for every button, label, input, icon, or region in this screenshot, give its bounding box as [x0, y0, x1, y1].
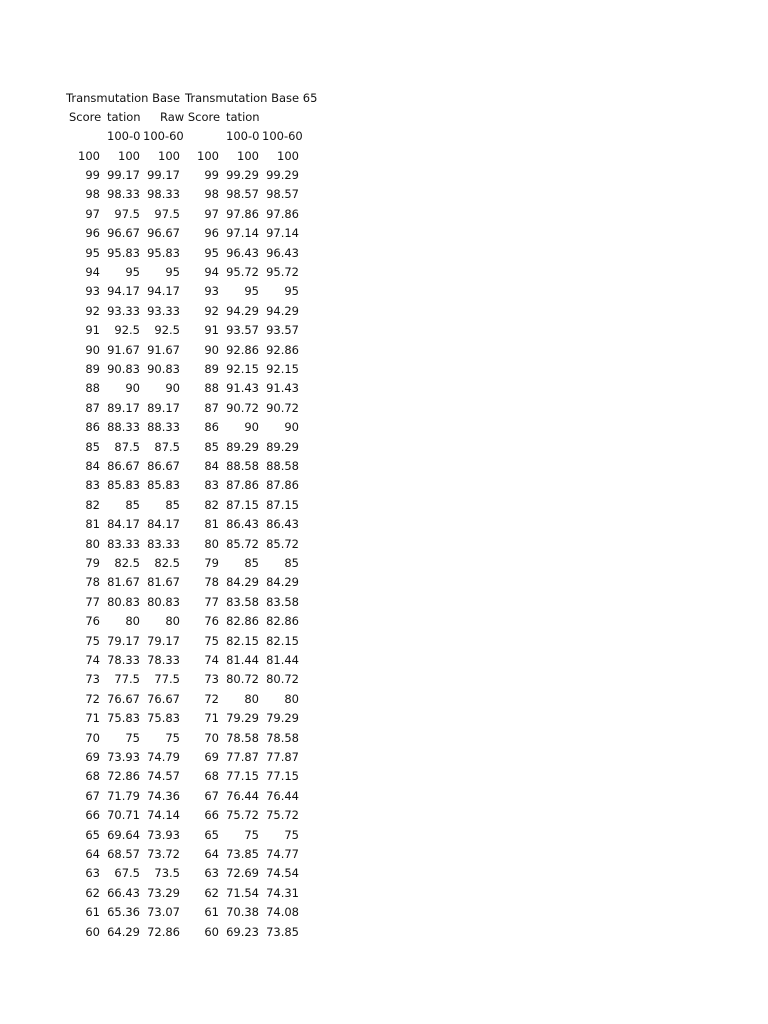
- base65-100-0-cell: 72.69: [226, 866, 259, 881]
- raw-score-b65-cell: 80: [204, 536, 219, 551]
- base65-100-60-cell: 96.43: [266, 245, 299, 260]
- base-100-0-cell: 82.5: [114, 555, 140, 570]
- base-100-0-cell: 86.67: [107, 458, 140, 473]
- base65-100-60-cell: 99.29: [266, 167, 299, 182]
- base-100-60-cell: 98.33: [147, 187, 180, 202]
- base65-100-60-cell: 74.77: [266, 846, 299, 861]
- raw-score-cell: 99: [85, 167, 100, 182]
- base-100-0-cell: 90: [125, 381, 140, 396]
- raw-score-cell: 89: [85, 361, 100, 376]
- base-100-0-cell: 89.17: [107, 400, 140, 415]
- base65-100-60-cell: 92.15: [266, 361, 299, 376]
- raw-score-cell: 94: [85, 264, 100, 279]
- raw-score-cell: 63: [85, 866, 100, 881]
- raw-score-b65-cell: 97: [204, 206, 219, 221]
- base-100-60-cell: 93.33: [147, 303, 180, 318]
- base65-100-0-cell: 90.72: [226, 400, 259, 415]
- base65-100-60-cell: 91.43: [266, 381, 299, 396]
- raw-score-b65-cell: 98: [204, 187, 219, 202]
- raw-score-b65-cell: 84: [204, 458, 219, 473]
- raw-score-cell: 64: [85, 846, 100, 861]
- base65-100-60-cell: 74.54: [266, 866, 299, 881]
- raw-score-cell: 97: [85, 206, 100, 221]
- raw-score-cell: 86: [85, 420, 100, 435]
- header-range-3: 100-0: [226, 129, 260, 143]
- header-range-4: 100-60: [262, 129, 303, 143]
- base65-100-60-cell: 97.14: [266, 226, 299, 241]
- base-100-60-cell: 84.17: [147, 517, 180, 532]
- raw-score-b65-cell: 61: [204, 905, 219, 920]
- raw-score-cell: 95: [85, 245, 100, 260]
- base-100-0-cell: 94.17: [107, 284, 140, 299]
- base-100-0-cell: 77.5: [114, 672, 140, 687]
- raw-score-cell: 61: [85, 905, 100, 920]
- base65-100-60-cell: 100: [277, 148, 299, 163]
- base-100-60-cell: 76.67: [147, 691, 180, 706]
- base65-100-0-cell: 82.15: [226, 633, 259, 648]
- base65-100-0-cell: 88.58: [226, 458, 259, 473]
- base65-100-0-cell: 84.29: [226, 575, 259, 590]
- base65-100-60-cell: 80.72: [266, 672, 299, 687]
- header-raw-score-label: Raw Score: [160, 110, 221, 124]
- base-100-0-cell: 85: [125, 497, 140, 512]
- base-100-0-cell: 70.71: [107, 808, 140, 823]
- base-100-60-cell: 100: [158, 148, 180, 163]
- base65-100-60-cell: 95.72: [266, 264, 299, 279]
- raw-score-cell: 83: [85, 478, 100, 493]
- raw-score-cell: 71: [85, 711, 100, 726]
- raw-score-b65-cell: 85: [204, 439, 219, 454]
- base65-100-60-cell: 82.15: [266, 633, 299, 648]
- header-tation-label-right: tation: [226, 110, 260, 124]
- raw-score-b65-cell: 95: [204, 245, 219, 260]
- raw-score-b65-cell: 81: [204, 517, 219, 532]
- base65-100-0-cell: 90: [244, 420, 259, 435]
- base65-100-0-cell: 80: [244, 691, 259, 706]
- base65-100-60-cell: 74.08: [266, 905, 299, 920]
- raw-score-cell: 77: [85, 594, 100, 609]
- base-100-60-cell: 81.67: [147, 575, 180, 590]
- raw-score-b65-cell: 88: [204, 381, 219, 396]
- base65-100-0-cell: 75: [244, 827, 259, 842]
- base-100-60-cell: 87.5: [154, 439, 180, 454]
- base-100-60-cell: 90: [165, 381, 180, 396]
- base65-100-60-cell: 89.29: [266, 439, 299, 454]
- base65-100-0-cell: 71.54: [226, 885, 259, 900]
- base65-100-0-cell: 87.15: [226, 497, 259, 512]
- base-100-0-cell: 64.29: [107, 924, 140, 939]
- raw-score-cell: 67: [85, 788, 100, 803]
- base65-100-0-cell: 89.29: [226, 439, 259, 454]
- raw-score-b65-cell: 96: [204, 226, 219, 241]
- base-100-60-cell: 73.93: [147, 827, 180, 842]
- raw-score-b65-cell: 74: [204, 652, 219, 667]
- base65-100-0-cell: 85.72: [226, 536, 259, 551]
- base65-100-60-cell: 98.57: [266, 187, 299, 202]
- base-100-0-cell: 100: [118, 148, 140, 163]
- base65-100-0-cell: 96.43: [226, 245, 259, 260]
- raw-score-b65-cell: 92: [204, 303, 219, 318]
- raw-score-b65-cell: 91: [204, 323, 219, 338]
- base-100-60-cell: 74.79: [147, 749, 180, 764]
- base-100-60-cell: 83.33: [147, 536, 180, 551]
- raw-score-cell: 69: [85, 749, 100, 764]
- base65-100-60-cell: 94.29: [266, 303, 299, 318]
- raw-score-b65-cell: 82: [204, 497, 219, 512]
- base-100-0-cell: 83.33: [107, 536, 140, 551]
- base65-100-60-cell: 92.86: [266, 342, 299, 357]
- raw-score-cell: 87: [85, 400, 100, 415]
- base-100-0-cell: 72.86: [107, 769, 140, 784]
- base65-100-0-cell: 70.38: [226, 905, 259, 920]
- base65-100-60-cell: 93.57: [266, 323, 299, 338]
- raw-score-cell: 62: [85, 885, 100, 900]
- raw-score-cell: 60: [85, 924, 100, 939]
- raw-score-b65-cell: 66: [204, 808, 219, 823]
- base65-100-60-cell: 85.72: [266, 536, 299, 551]
- base65-100-60-cell: 80: [284, 691, 299, 706]
- base-100-0-cell: 87.5: [114, 439, 140, 454]
- raw-score-cell: 75: [85, 633, 100, 648]
- raw-score-b65-cell: 73: [204, 672, 219, 687]
- base65-100-0-cell: 77.87: [226, 749, 259, 764]
- raw-score-cell: 96: [85, 226, 100, 241]
- base-100-60-cell: 73.72: [147, 846, 180, 861]
- base65-100-60-cell: 73.85: [266, 924, 299, 939]
- base65-100-0-cell: 86.43: [226, 517, 259, 532]
- base65-100-0-cell: 85: [244, 555, 259, 570]
- raw-score-cell: 66: [85, 808, 100, 823]
- base-100-60-cell: 89.17: [147, 400, 180, 415]
- raw-score-b65-cell: 100: [197, 148, 219, 163]
- raw-score-b65-cell: 86: [204, 420, 219, 435]
- header-title-right: Transmutation Base 65: [185, 91, 318, 105]
- base-100-0-cell: 65.36: [107, 905, 140, 920]
- base-100-0-cell: 73.93: [107, 749, 140, 764]
- base65-100-60-cell: 85: [284, 555, 299, 570]
- raw-score-cell: 100: [78, 148, 100, 163]
- base65-100-0-cell: 76.44: [226, 788, 259, 803]
- raw-score-cell: 80: [85, 536, 100, 551]
- base65-100-60-cell: 90.72: [266, 400, 299, 415]
- header-range-2: 100-60: [143, 129, 184, 143]
- raw-score-b65-cell: 79: [204, 555, 219, 570]
- raw-score-cell: 81: [85, 517, 100, 532]
- base-100-60-cell: 95: [165, 264, 180, 279]
- base65-100-60-cell: 75: [284, 827, 299, 842]
- base65-100-60-cell: 95: [284, 284, 299, 299]
- raw-score-cell: 84: [85, 458, 100, 473]
- base65-100-0-cell: 79.29: [226, 711, 259, 726]
- base65-100-60-cell: 79.29: [266, 711, 299, 726]
- raw-score-cell: 68: [85, 769, 100, 784]
- base65-100-60-cell: 78.58: [266, 730, 299, 745]
- base65-100-0-cell: 94.29: [226, 303, 259, 318]
- raw-score-b65-cell: 64: [204, 846, 219, 861]
- base65-100-0-cell: 100: [237, 148, 259, 163]
- base-100-0-cell: 69.64: [107, 827, 140, 842]
- base-100-0-cell: 92.5: [114, 323, 140, 338]
- base-100-60-cell: 75: [165, 730, 180, 745]
- base-100-60-cell: 90.83: [147, 361, 180, 376]
- base65-100-0-cell: 73.85: [226, 846, 259, 861]
- raw-score-b65-cell: 83: [204, 478, 219, 493]
- base65-100-60-cell: 97.86: [266, 206, 299, 221]
- raw-score-b65-cell: 68: [204, 769, 219, 784]
- raw-score-cell: 90: [85, 342, 100, 357]
- base-100-60-cell: 91.67: [147, 342, 180, 357]
- base-100-60-cell: 80.83: [147, 594, 180, 609]
- base65-100-0-cell: 98.57: [226, 187, 259, 202]
- base-100-60-cell: 96.67: [147, 226, 180, 241]
- base65-100-60-cell: 77.87: [266, 749, 299, 764]
- base65-100-60-cell: 83.58: [266, 594, 299, 609]
- base-100-60-cell: 86.67: [147, 458, 180, 473]
- raw-score-b65-cell: 76: [204, 614, 219, 629]
- base65-100-60-cell: 74.31: [266, 885, 299, 900]
- base-100-0-cell: 97.5: [114, 206, 140, 221]
- base65-100-60-cell: 90: [284, 420, 299, 435]
- raw-score-cell: 74: [85, 652, 100, 667]
- base65-100-0-cell: 92.86: [226, 342, 259, 357]
- base65-100-0-cell: 93.57: [226, 323, 259, 338]
- base-100-60-cell: 80: [165, 614, 180, 629]
- raw-score-b65-cell: 62: [204, 885, 219, 900]
- base65-100-0-cell: 82.86: [226, 614, 259, 629]
- raw-score-b65-cell: 99: [204, 167, 219, 182]
- base-100-60-cell: 74.57: [147, 769, 180, 784]
- raw-score-b65-cell: 69: [204, 749, 219, 764]
- base65-100-0-cell: 95: [244, 284, 259, 299]
- base65-100-0-cell: 99.29: [226, 167, 259, 182]
- base-100-60-cell: 73.5: [154, 866, 180, 881]
- base-100-0-cell: 81.67: [107, 575, 140, 590]
- raw-score-b65-cell: 90: [204, 342, 219, 357]
- raw-score-cell: 73: [85, 672, 100, 687]
- base65-100-0-cell: 80.72: [226, 672, 259, 687]
- raw-score-b65-cell: 75: [204, 633, 219, 648]
- base-100-60-cell: 74.14: [147, 808, 180, 823]
- base-100-60-cell: 97.5: [154, 206, 180, 221]
- base-100-0-cell: 88.33: [107, 420, 140, 435]
- raw-score-b65-cell: 67: [204, 788, 219, 803]
- base65-100-60-cell: 82.86: [266, 614, 299, 629]
- raw-score-cell: 76: [85, 614, 100, 629]
- base-100-60-cell: 75.83: [147, 711, 180, 726]
- base-100-0-cell: 78.33: [107, 652, 140, 667]
- raw-score-b65-cell: 63: [204, 866, 219, 881]
- base65-100-0-cell: 91.43: [226, 381, 259, 396]
- base65-100-0-cell: 69.23: [226, 924, 259, 939]
- raw-score-b65-cell: 71: [204, 711, 219, 726]
- base-100-0-cell: 75: [125, 730, 140, 745]
- raw-score-b65-cell: 65: [204, 827, 219, 842]
- raw-score-cell: 98: [85, 187, 100, 202]
- base-100-60-cell: 94.17: [147, 284, 180, 299]
- base-100-0-cell: 90.83: [107, 361, 140, 376]
- raw-score-b65-cell: 60: [204, 924, 219, 939]
- base65-100-60-cell: 76.44: [266, 788, 299, 803]
- base65-100-0-cell: 83.58: [226, 594, 259, 609]
- base-100-60-cell: 88.33: [147, 420, 180, 435]
- raw-score-b65-cell: 77: [204, 594, 219, 609]
- base-100-0-cell: 67.5: [114, 866, 140, 881]
- base65-100-0-cell: 97.86: [226, 206, 259, 221]
- base-100-0-cell: 96.67: [107, 226, 140, 241]
- base65-100-60-cell: 75.72: [266, 808, 299, 823]
- base-100-0-cell: 85.83: [107, 478, 140, 493]
- base65-100-0-cell: 77.15: [226, 769, 259, 784]
- base-100-60-cell: 73.29: [147, 885, 180, 900]
- raw-score-cell: 92: [85, 303, 100, 318]
- raw-score-cell: 70: [85, 730, 100, 745]
- base-100-60-cell: 74.36: [147, 788, 180, 803]
- header-title-left: Transmutation Base: [66, 91, 181, 105]
- base-100-60-cell: 78.33: [147, 652, 180, 667]
- base-100-60-cell: 92.5: [154, 323, 180, 338]
- raw-score-cell: 85: [85, 439, 100, 454]
- base-100-60-cell: 72.86: [147, 924, 180, 939]
- base65-100-60-cell: 88.58: [266, 458, 299, 473]
- raw-score-cell: 79: [85, 555, 100, 570]
- base-100-60-cell: 77.5: [154, 672, 180, 687]
- header-range-1: 100-0: [107, 129, 141, 143]
- base-100-0-cell: 95.83: [107, 245, 140, 260]
- raw-score-cell: 82: [85, 497, 100, 512]
- base65-100-60-cell: 86.43: [266, 517, 299, 532]
- header-score-label: Score: [69, 110, 102, 124]
- base-100-0-cell: 98.33: [107, 187, 140, 202]
- base-100-0-cell: 66.43: [107, 885, 140, 900]
- raw-score-cell: 72: [85, 691, 100, 706]
- header-tation-label-left: tation: [107, 110, 141, 124]
- raw-score-cell: 78: [85, 575, 100, 590]
- base-100-60-cell: 85: [165, 497, 180, 512]
- raw-score-cell: 93: [85, 284, 100, 299]
- raw-score-b65-cell: 78: [204, 575, 219, 590]
- raw-score-b65-cell: 89: [204, 361, 219, 376]
- base-100-60-cell: 85.83: [147, 478, 180, 493]
- base-100-60-cell: 82.5: [154, 555, 180, 570]
- base65-100-60-cell: 81.44: [266, 652, 299, 667]
- base-100-0-cell: 84.17: [107, 517, 140, 532]
- base-100-0-cell: 95: [125, 264, 140, 279]
- raw-score-cell: 65: [85, 827, 100, 842]
- base-100-0-cell: 99.17: [107, 167, 140, 182]
- base65-100-0-cell: 97.14: [226, 226, 259, 241]
- base65-100-60-cell: 87.86: [266, 478, 299, 493]
- base-100-60-cell: 79.17: [147, 633, 180, 648]
- base-100-0-cell: 71.79: [107, 788, 140, 803]
- base-100-60-cell: 99.17: [147, 167, 180, 182]
- base65-100-60-cell: 84.29: [266, 575, 299, 590]
- base-100-0-cell: 75.83: [107, 711, 140, 726]
- raw-score-b65-cell: 70: [204, 730, 219, 745]
- base65-100-0-cell: 78.58: [226, 730, 259, 745]
- base65-100-0-cell: 81.44: [226, 652, 259, 667]
- raw-score-b65-cell: 94: [204, 264, 219, 279]
- base65-100-0-cell: 95.72: [226, 264, 259, 279]
- base-100-60-cell: 73.07: [147, 905, 180, 920]
- base-100-0-cell: 80: [125, 614, 140, 629]
- base-100-60-cell: 95.83: [147, 245, 180, 260]
- base65-100-0-cell: 92.15: [226, 361, 259, 376]
- raw-score-b65-cell: 72: [204, 691, 219, 706]
- base65-100-60-cell: 87.15: [266, 497, 299, 512]
- base65-100-60-cell: 77.15: [266, 769, 299, 784]
- base65-100-0-cell: 75.72: [226, 808, 259, 823]
- raw-score-cell: 91: [85, 323, 100, 338]
- base-100-0-cell: 80.83: [107, 594, 140, 609]
- base-100-0-cell: 76.67: [107, 691, 140, 706]
- base65-100-0-cell: 87.86: [226, 478, 259, 493]
- raw-score-b65-cell: 93: [204, 284, 219, 299]
- base-100-0-cell: 91.67: [107, 342, 140, 357]
- base-100-0-cell: 79.17: [107, 633, 140, 648]
- base-100-0-cell: 68.57: [107, 846, 140, 861]
- raw-score-cell: 88: [85, 381, 100, 396]
- raw-score-b65-cell: 87: [204, 400, 219, 415]
- base-100-0-cell: 93.33: [107, 303, 140, 318]
